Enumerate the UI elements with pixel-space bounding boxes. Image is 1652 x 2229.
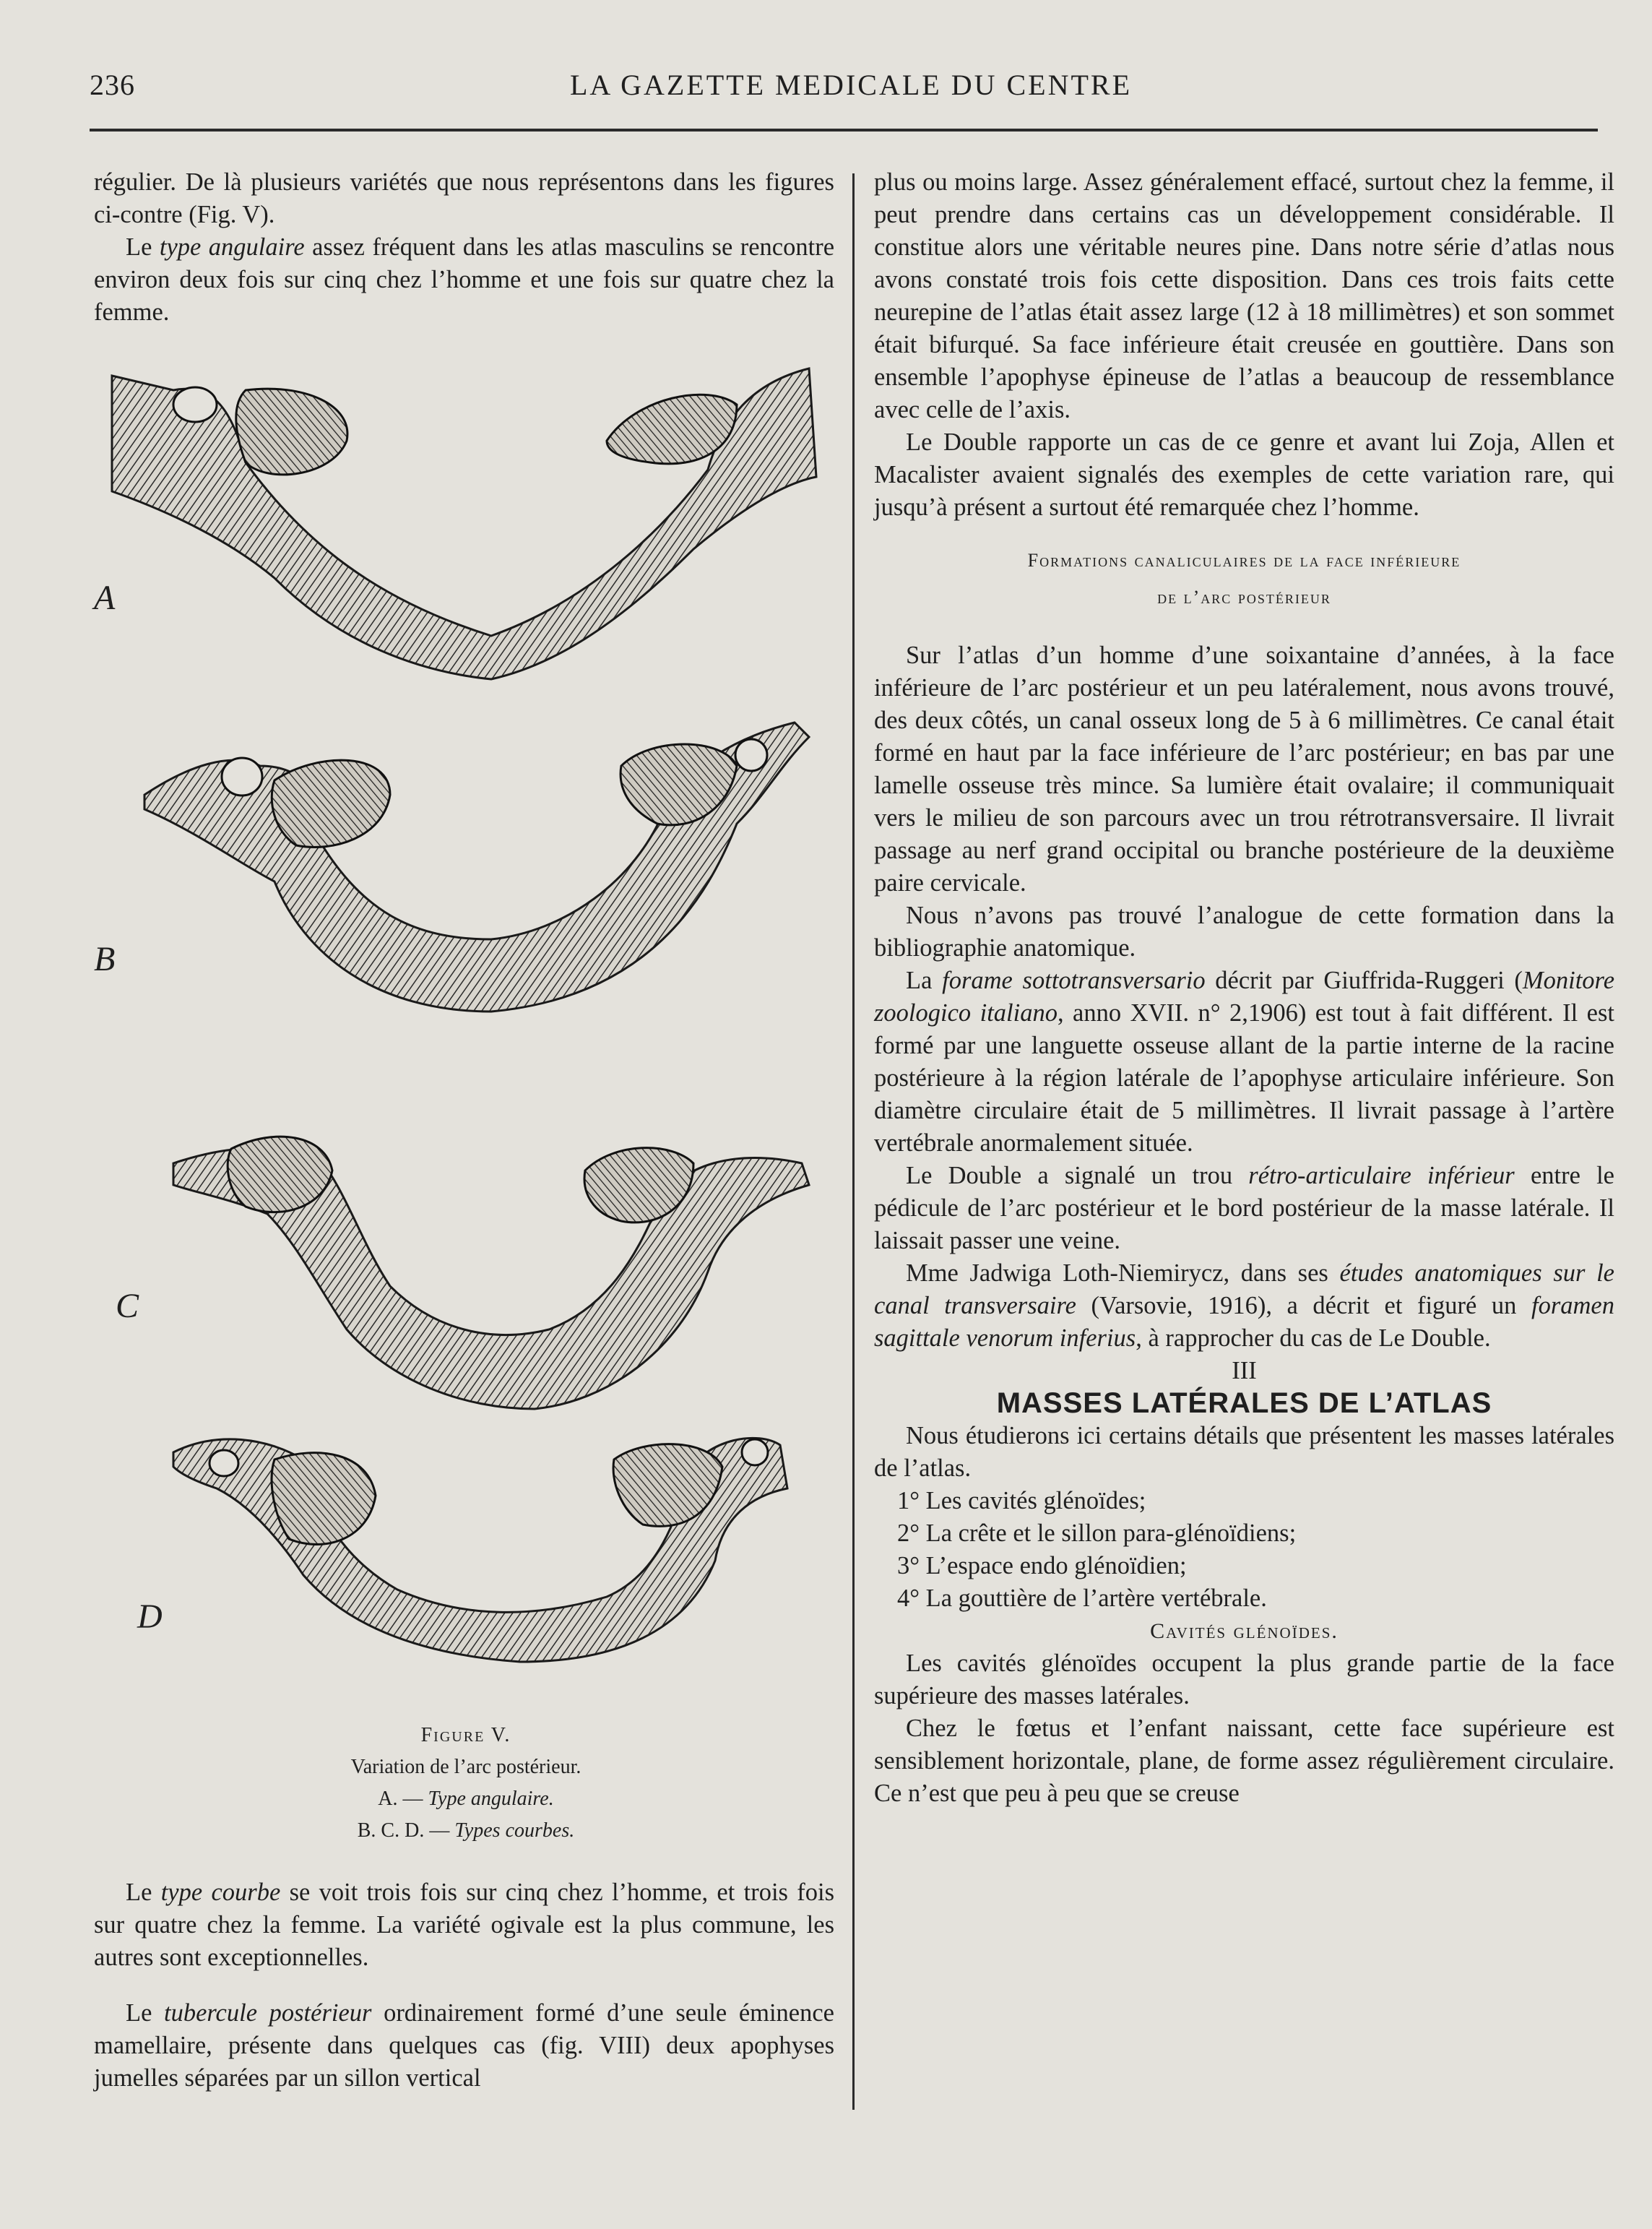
paragraph: Chez le fœtus et l’enfant naissant, cette face supérieure est sensiblement horizontale, plane, de forme assez régulièrement circulaire. Ce n’est que peu à peu que se creuse xyxy=(874,1715,1614,1807)
caption-line: B. C. D. — Types courbes. xyxy=(357,1819,575,1842)
list-item: 1° Les cavités glénoïdes; xyxy=(897,1487,1146,1514)
page-number: 236 xyxy=(90,69,135,101)
caption-title: Figure V. xyxy=(420,1724,511,1746)
atlas-arch-d xyxy=(173,1438,787,1662)
atlas-arch-b xyxy=(144,723,809,1012)
chapter-heading: MASSES LATÉRALES DE L’ATLAS xyxy=(996,1387,1492,1419)
figure-label-d: D xyxy=(137,1598,163,1636)
paragraph: Le Double rapporte un cas de ce genre et avant lui Zoja, Allen et Macalister avaient signalés des exemples de cette variation rare, qui jusqu’à présent a surtout été remarquée chez l’homme. xyxy=(874,428,1614,521)
section-number: III xyxy=(1232,1357,1257,1384)
section-heading: Formations canaliculaires de la face inférieure xyxy=(1027,550,1461,571)
atlas-arch-drawings xyxy=(87,361,838,1720)
paragraph: La forame sottotransversario décrit par Giuffrida-Ruggeri (Monitore zoologico italiano, anno XVII. n° 2,1906) est tout à fait différent. Il est formé par une languette osseuse allant de la partie interne de la racine postérieure à la région latérale de l’apophyse articulaire inférieure. Son diamètre circulaire était de 5 millimètres. Il livrait passage à l’artère vertébrale anormalement située. xyxy=(874,967,1615,1157)
paragraph: plus ou moins large. Assez généralement effacé, surtout chez la femme, il peut prendre dans certains cas un développement considérable. Il constitue alors une véritable neures pine. Dans notre série d’atlas nous avons constaté trois fois cette disposition. Dans ces trois faits cette neurepine de l’atlas était assez large (12 à 18 millimètres) et son sommet était bifurqué. Sa face inférieure était creusée en gouttière. Dans son ensemble l’apophyse épineuse de l’atlas a beaucoup de ressemblance avec celle de l’axis. xyxy=(874,168,1614,423)
paragraph: Le type courbe se voit trois fois sur cinq chez l’homme, et trois fois sur quatre chez la femme. La variété ogivale est la plus commune, les autres sont exceptionnelles. xyxy=(94,1879,835,1971)
running-header xyxy=(90,64,1563,107)
atlas-arch-a xyxy=(112,368,816,679)
figure-label-c: C xyxy=(116,1287,139,1325)
subsection-heading: Cavités glénoïdes. xyxy=(1150,1619,1339,1643)
paragraph: Sur l’atlas d’un homme d’une soixantaine d’années, à la face inférieure de l’arc postérieur et un peu latéralement, nous avons trouvé, des deux côtés, un canal osseux long de 5 à 6 millimètres. Ce canal était formé en haut par la face inférieure de l’arc postérieur; en bas par une lamelle osseuse très mince. Sa lumière était ovalaire; il communiquait vers le milieu de son parcours avec un trou rétrotransversaire. Il livrait passage au nerf grand occipital ou branche postérieure de la deuxième paire cervicale. xyxy=(874,642,1614,897)
list-item: 4° La gouttière de l’artère vertébrale. xyxy=(897,1585,1267,1612)
left-column-bottom-text xyxy=(94,1876,834,2095)
caption-line: A. — Type angulaire. xyxy=(378,1788,554,1810)
paragraph: Le Double a signalé un trou rétro-articulaire inférieur entre le pédicule de l’arc postérieur et le bord postérieur de la masse latérale. Il laissait passer une veine. xyxy=(874,1162,1614,1254)
figure-label-b: B xyxy=(94,940,116,978)
paragraph: Le type angulaire assez fréquent dans les atlas masculins se rencontre environ deux fois sur cinq chez l’homme et une fois sur quatre chez la femme. xyxy=(94,233,835,326)
left-column-top-text xyxy=(94,166,834,329)
figure-v xyxy=(87,361,838,1842)
column-divider xyxy=(852,173,855,2110)
header-rule xyxy=(90,129,1598,132)
list-item: 3° L’espace endo glénoïdien; xyxy=(897,1552,1187,1579)
paragraph: Les cavités glénoïdes occupent la plus grande partie de la face supérieure des masses latérales. xyxy=(874,1650,1614,1710)
paragraph: Le tubercule postérieur ordinairement formé d’une seule éminence mamellaire, présente dans quelques cas (fig. VIII) deux apophyses jumelles séparées par un sillon vertical xyxy=(94,1999,834,2092)
caption-line: Variation de l’arc postérieur. xyxy=(350,1756,581,1778)
paragraph: Nous étudierons ici certains détails que présentent les masses latérales de l’atlas. xyxy=(874,1422,1614,1482)
section-heading-line2: de l’arc postérieur xyxy=(1157,587,1331,608)
journal-title: LA GAZETTE MEDICALE DU CENTRE xyxy=(570,69,1133,101)
atlas-arch-c xyxy=(173,1137,809,1409)
right-column-text xyxy=(874,166,1614,1810)
paragraph: Nous n’avons pas trouvé l’analogue de cette formation dans la bibliographie anatomique. xyxy=(874,902,1614,962)
figure-label-a: A xyxy=(94,579,116,617)
paragraph: régulier. De là plusieurs variétés que nous représentons dans les figures ci-contre (Fig. V). xyxy=(94,168,834,228)
figure-caption xyxy=(231,1720,701,1847)
paragraph: Mme Jadwiga Loth-Niemirycz, dans ses études anatomiques sur le canal transversaire (Varsovie, 1916), a décrit et figuré un foramen sagittale venorum inferius, à rapprocher du cas de Le Double. xyxy=(874,1259,1614,1352)
list-item: 2° La crête et le sillon para-glénoïdiens; xyxy=(897,1519,1297,1547)
